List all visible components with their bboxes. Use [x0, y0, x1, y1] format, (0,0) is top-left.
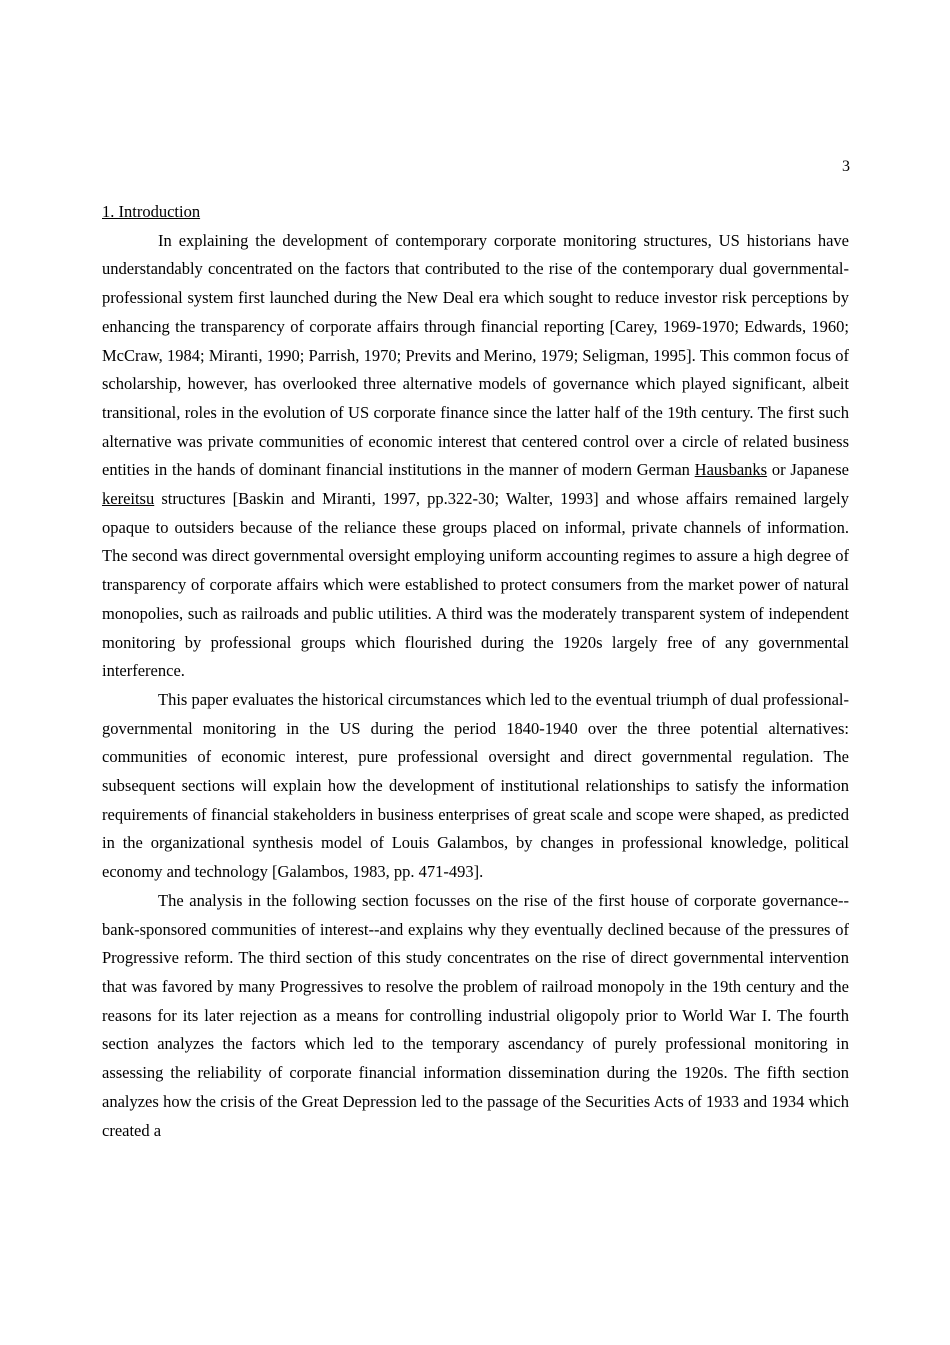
paragraph-1-text-c: structures [Baskin and Miranti, 1997, pp.322-30; Walter, 1993] and whose affairs remained largely opaque to outsiders because of the reliance these groups placed on informal, private channels of information. The second was direct governmental oversight employing uniform accounting regimes to assure a high degree of transparency of corporate affairs which were established to protect consumers from the market power of natural monopolies, such as railroads and public utilities. A third was the moderately transparent system of independent monitoring by professional groups which flourished during the 1920s largely free of any governmental interference.: [102, 489, 849, 681]
page-number: 3: [842, 158, 850, 175]
paragraph-1-text-a: In explaining the development of contemporary corporate monitoring structures, US historians have understandably concentrated on the factors that contributed to the rise of the contemporary dual governmental-professional system first launched during the New Deal era which sought to reduce investor risk perceptions by enhancing the transparency of corporate affairs through financial reporting [Carey, 1969-1970; Edwards, 1960; McCraw, 1984; Miranti, 1990; Parrish, 1970; Previts and Merino, 1979; Seligman, 1995]. This common focus of scholarship, however, has overlooked three alternative models of governance which played significant, albeit transitional, roles in the evolution of US corporate finance since the latter half of the 19th century. The first such alternative was private communities of economic interest that centered control over a circle of related business entities in the hands of dominant financial institutions in the manner of modern German: [102, 230, 849, 480]
paragraph-3: The analysis in the following section focusses on the rise of the first house of corporate governance--bank-sponsored communities of interest--and explains why they eventually declined because of the pressures of Progressive reform. The third section of this study concentrates on the rise of direct governmental intervention that was favored by many Progressives to resolve the problem of railroad monopoly in the 19th century and the reasons for its later rejection as a means for controlling industrial oligopoly prior to World War I. The fourth section analyzes the factors which led to the temporary ascendancy of purely professional monitoring in assessing the reliability of corporate financial information dissemination during the 1920s. The fifth section analyzes how the crisis of the Great Depression led to the passage of the Securities Acts of 1933 and 1934 which created a: [102, 890, 849, 1140]
section-heading: 1. Introduction: [102, 202, 201, 221]
paragraph-1-text-b: or Japanese: [767, 460, 849, 480]
paragraph-1: [102, 227, 849, 686]
term-kereitsu: kereitsu: [102, 489, 155, 509]
page-body: [102, 198, 849, 1145]
paragraph-2: This paper evaluates the historical circumstances which led to the eventual triumph of dual professional-governmental monitoring in the US during the period 1840-1940 over the three potential alternatives: communities of economic interest, pure professional oversight and direct governmental regulation. The subsequent sections will explain how the development of institutional relationships to satisfy the information requirements of financial stakeholders in business enterprises of great scale and scope were shaped, as predicted in the organizational synthesis model of Louis Galambos, by changes in professional knowledge, political economy and technology [Galambos, 1983, pp. 471-493].: [102, 689, 849, 882]
term-hausbanks: Hausbanks: [694, 460, 768, 480]
